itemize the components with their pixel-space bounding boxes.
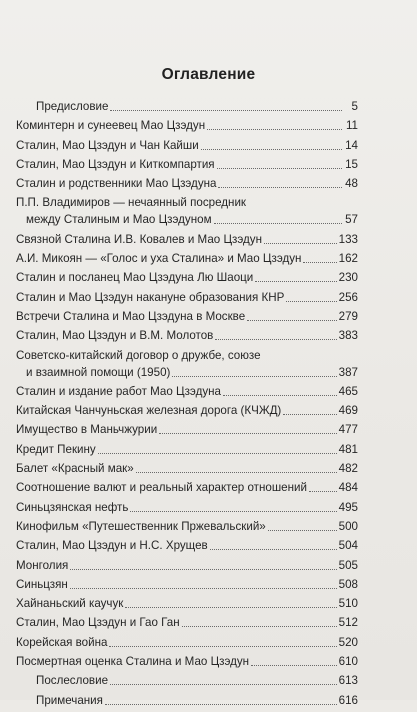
dot-leader <box>251 665 337 666</box>
toc-entry-title: Сталин, Мао Цзэдун и В.М. Молотов <box>16 329 214 343</box>
toc-entry-title: Синьцзян <box>16 577 68 591</box>
toc-entry-page: 230 <box>338 271 358 285</box>
toc-entry-page: 15 <box>345 157 358 171</box>
toc-entry-title: Сталин, Мао Цзэдун и Киткомпартия <box>16 157 215 171</box>
toc-entry-title: Китайская Чанчуньская железная дорога (КЧЖД) <box>16 404 282 418</box>
dot-leader <box>255 281 336 282</box>
toc-entry-page: 477 <box>338 423 358 437</box>
toc-entry <box>16 290 358 305</box>
toc-entry-page: 500 <box>338 519 358 533</box>
dot-leader <box>303 262 336 263</box>
toc-entry-page: 5 <box>351 100 358 113</box>
toc-entry-page: 465 <box>338 384 358 398</box>
dot-leader <box>98 453 337 454</box>
toc-entry-title: Коминтерн и сунеевец Мао Цзэдун <box>16 119 206 133</box>
toc-entry-title: Балет «Красный мак» <box>16 462 134 476</box>
dot-leader <box>136 472 337 473</box>
toc-entry-title: Встречи Сталина и Мао Цзэдуна в Москве <box>16 309 246 323</box>
toc-entry <box>16 138 358 153</box>
toc-entry-page: 520 <box>338 635 358 649</box>
dot-leader <box>110 684 337 685</box>
toc-entry <box>16 538 358 553</box>
dot-leader <box>247 320 337 321</box>
dot-leader <box>182 626 337 627</box>
toc-entry-title: между Сталиным и Мао Цзэдуном <box>26 213 212 227</box>
dot-leader <box>125 607 336 608</box>
toc-entry <box>16 99 358 114</box>
toc-entry-title: Монголия <box>16 558 69 572</box>
dot-leader <box>264 243 337 244</box>
toc-entry-title: Сталин, Мао Цзэдун и Н.С. Хрущев <box>16 539 208 553</box>
toc-entry <box>16 442 358 457</box>
dot-leader <box>283 414 336 415</box>
dot-leader <box>172 376 336 377</box>
toc-entry-page: 512 <box>338 616 358 630</box>
dot-leader <box>268 530 337 531</box>
dot-leader <box>110 110 342 111</box>
toc-entry <box>16 500 358 515</box>
toc-entry-page: 504 <box>338 539 358 553</box>
toc-entry-title: Сталин, Мао Цзэдун и Гао Ган <box>16 616 180 630</box>
toc-entry-title-line1: П.П. Владимиров — нечаянный посредник <box>16 196 247 210</box>
toc-entry <box>16 693 358 708</box>
toc-entry-title: Сталин и издание работ Мао Цзэдуна <box>16 384 221 398</box>
dot-leader <box>286 301 336 302</box>
toc-entry <box>16 328 358 343</box>
toc-entry-page: 383 <box>338 329 358 343</box>
toc-entry-title: Имущество в Маньчжурии <box>16 423 158 437</box>
toc-entry <box>16 461 358 476</box>
toc-entry-title: Кредит Пекину <box>16 442 96 456</box>
toc-entry <box>16 232 358 247</box>
toc-entry-title: и взаимной помощи (1950) <box>26 365 171 379</box>
dot-leader <box>70 569 336 570</box>
toc-entry-page: 14 <box>345 138 358 152</box>
toc-entry-title: Корейская война <box>16 635 108 649</box>
toc-entry <box>16 615 358 630</box>
dot-leader <box>218 187 342 188</box>
table-of-contents <box>16 99 358 712</box>
toc-entry <box>16 596 358 611</box>
toc-entry <box>16 365 358 380</box>
toc-entry-page: 133 <box>338 232 358 246</box>
toc-entry-page: 48 <box>345 177 358 191</box>
toc-entry-title: Сталин и родственники Мао Цзэдуна <box>16 177 217 191</box>
toc-entry-title: Хайнаньский каучук <box>16 597 124 611</box>
toc-entry-title: Посмертная оценка Сталина и Мао Цзэдун <box>16 655 250 669</box>
toc-entry-title: Сталин, Мао Цзэдун и Чан Кайши <box>16 138 199 152</box>
toc-entry <box>16 176 358 191</box>
toc-entry <box>16 157 358 172</box>
toc-entry <box>16 270 358 285</box>
toc-entry <box>16 212 358 227</box>
toc-entry-title: Сталин и посланец Мао Цзэдуна Лю Шаоци <box>16 271 254 285</box>
toc-entry-title-line1: Советско-китайский договор о дружбе, союзе <box>16 348 261 362</box>
toc-entry-title: Кинофильм «Путешественник Пржевальский» <box>16 519 266 533</box>
page-title: Оглавление <box>161 66 256 83</box>
dot-leader <box>207 129 342 130</box>
toc-entry-page: 387 <box>338 365 358 379</box>
dot-leader <box>215 339 336 340</box>
toc-entry-title: Предисловие <box>36 100 109 113</box>
dot-leader <box>70 588 337 589</box>
toc-entry-page: 57 <box>345 213 358 227</box>
dot-leader <box>223 395 337 396</box>
toc-entry-page: 11 <box>345 119 358 133</box>
toc-entry-title: А.И. Микоян — «Голос и уха Сталина» и Мао Цзэдун <box>16 252 302 266</box>
toc-entry-page: 495 <box>338 500 358 514</box>
toc-entry <box>16 384 358 399</box>
toc-entry <box>16 654 358 669</box>
toc-entry-page: 505 <box>338 558 358 572</box>
dot-leader <box>105 704 337 705</box>
toc-entry-page: 613 <box>338 674 358 688</box>
toc-entry <box>16 422 358 437</box>
toc-entry-title: Послесловие <box>36 674 109 688</box>
dot-leader <box>210 549 337 550</box>
toc-entry-page: 610 <box>338 655 358 669</box>
toc-entry <box>16 558 358 573</box>
dot-leader <box>309 491 337 492</box>
toc-entry <box>16 635 358 650</box>
toc-entry-page: 510 <box>338 597 358 611</box>
toc-entry <box>16 480 358 495</box>
toc-entry-page: 484 <box>338 481 358 495</box>
dot-leader <box>217 168 342 169</box>
toc-entry <box>16 403 358 418</box>
toc-entry-title: Связной Сталина И.В. Ковалев и Мао Цзэдун <box>16 232 262 246</box>
dot-leader <box>214 223 342 224</box>
toc-entry <box>16 519 358 534</box>
dot-leader <box>109 646 336 647</box>
toc-entry-page: 469 <box>338 404 358 418</box>
toc-entry-page: 256 <box>338 290 358 304</box>
toc-entry-page: 162 <box>338 252 358 266</box>
toc-entry-title: Синьцзянская нефть <box>16 500 129 514</box>
toc-entry <box>16 251 358 266</box>
toc-entry <box>16 577 358 592</box>
toc-entry-page: 481 <box>338 442 358 456</box>
toc-entry-title: Соотношение валют и реальный характер отношений <box>16 481 307 495</box>
toc-entry-page: 508 <box>338 577 358 591</box>
toc-entry <box>16 673 358 688</box>
toc-entry-title: Сталин и Мао Цзэдун накануне образования КНР <box>16 290 285 304</box>
toc-entry <box>16 118 358 133</box>
toc-entry-page: 616 <box>338 693 358 707</box>
dot-leader <box>130 511 336 512</box>
toc-entry-page: 482 <box>338 462 358 476</box>
dot-leader <box>159 433 336 434</box>
toc-entry-page: 279 <box>338 309 358 323</box>
dot-leader <box>201 149 342 150</box>
toc-entry-title: Примечания <box>36 693 103 707</box>
toc-entry <box>16 309 358 324</box>
